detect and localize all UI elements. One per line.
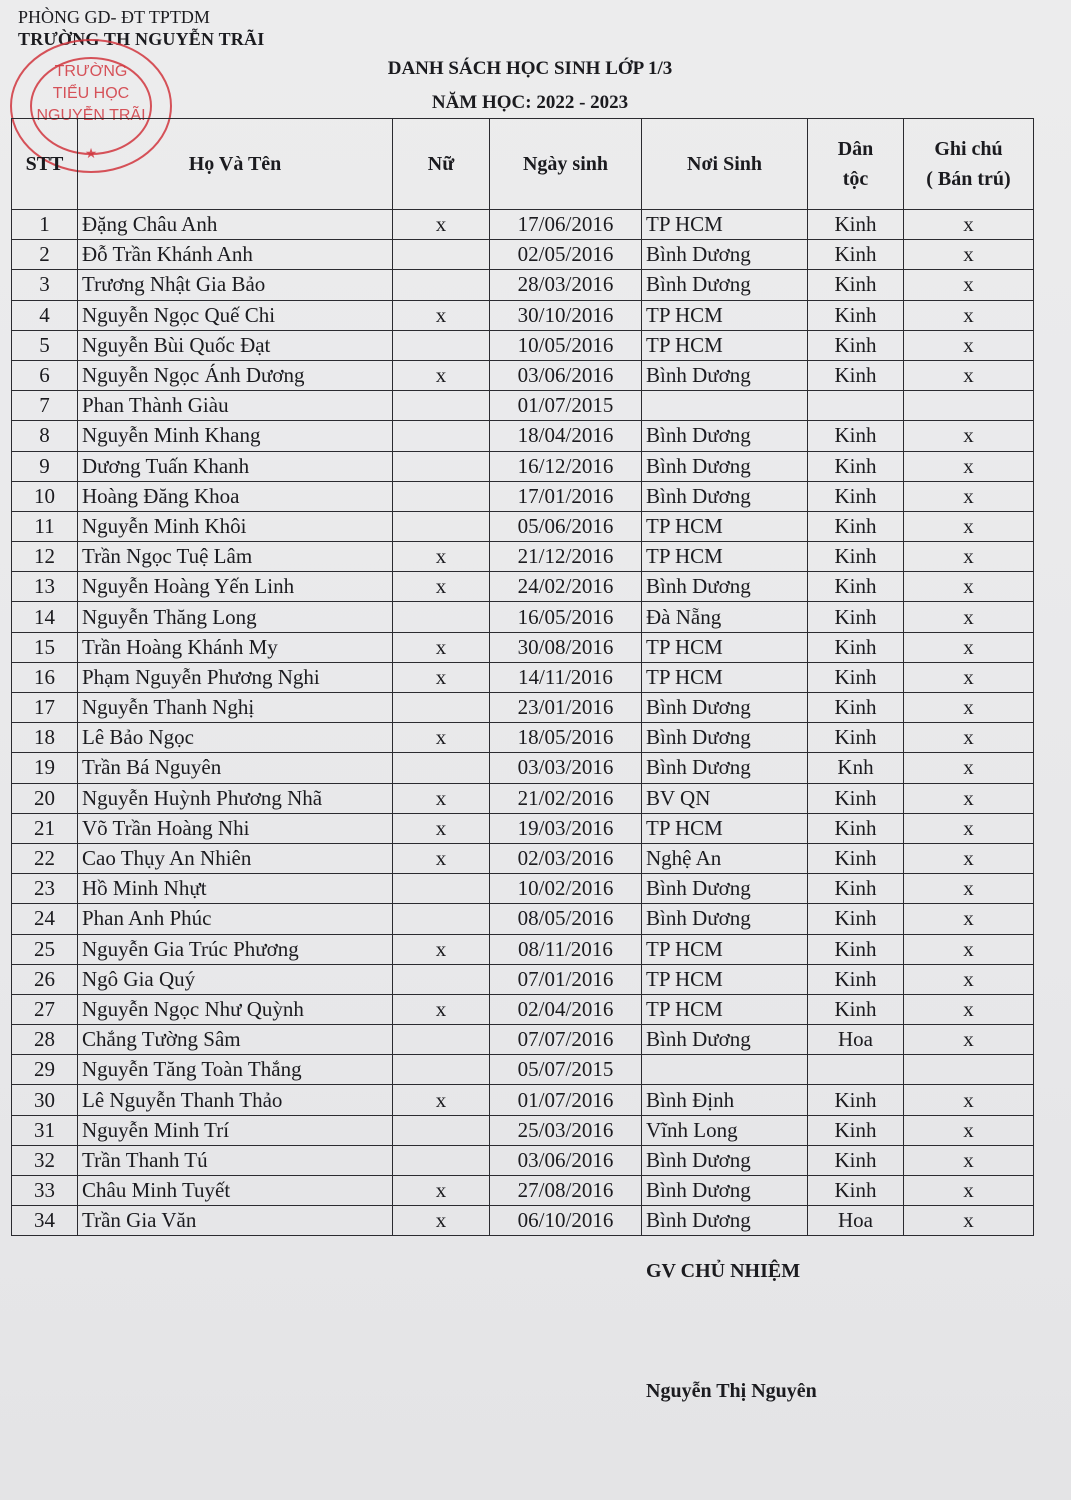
cell-dob: 01/07/2016: [490, 1085, 642, 1115]
col-header-name: Họ Và Tên: [78, 119, 393, 210]
cell-dob: 07/01/2016: [490, 964, 642, 994]
svg-text:★: ★: [84, 145, 98, 161]
cell-dob: 08/05/2016: [490, 904, 642, 934]
cell-stt: 17: [12, 693, 78, 723]
cell-name: Hồ Minh Nhựt: [78, 874, 393, 904]
cell-note: x: [904, 723, 1034, 753]
cell-stt: 25: [12, 934, 78, 964]
cell-ethnicity: Kinh: [808, 783, 904, 813]
cell-female: [393, 330, 490, 360]
cell-note: x: [904, 360, 1034, 390]
cell-name: Nguyễn Minh Khang: [78, 421, 393, 451]
table-row: [12, 210, 1034, 240]
cell-dob: 18/04/2016: [490, 421, 642, 451]
cell-note: x: [904, 1115, 1034, 1145]
cell-name: Nguyễn Tăng Toàn Thắng: [78, 1055, 393, 1085]
cell-note: x: [904, 300, 1034, 330]
cell-female: x: [393, 723, 490, 753]
table-row: [12, 964, 1034, 994]
cell-note: x: [904, 783, 1034, 813]
cell-birthplace: Nghệ An: [642, 843, 808, 873]
cell-stt: 13: [12, 572, 78, 602]
cell-ethnicity: Kinh: [808, 330, 904, 360]
cell-female: x: [393, 1206, 490, 1236]
cell-birthplace: Bình Dương: [642, 874, 808, 904]
cell-stt: 6: [12, 360, 78, 390]
table-row: [12, 904, 1034, 934]
cell-female: [393, 904, 490, 934]
cell-ethnicity: Kinh: [808, 451, 904, 481]
cell-name: Trương Nhật Gia Bảo: [78, 270, 393, 300]
cell-dob: 16/12/2016: [490, 451, 642, 481]
cell-ethnicity: Kinh: [808, 421, 904, 451]
cell-note: x: [904, 1025, 1034, 1055]
cell-dob: 01/07/2015: [490, 391, 642, 421]
cell-dob: 02/05/2016: [490, 240, 642, 270]
cell-stt: 5: [12, 330, 78, 360]
cell-name: Nguyễn Ngọc Quế Chi: [78, 300, 393, 330]
cell-note: x: [904, 813, 1034, 843]
cell-stt: 28: [12, 1025, 78, 1055]
school-year: NĂM HỌC: 2022 - 2023: [431, 92, 629, 113]
cell-female: x: [393, 813, 490, 843]
cell-stt: 9: [12, 451, 78, 481]
col-header-dob: Ngày sinh: [490, 119, 642, 210]
table-row: [12, 1115, 1034, 1145]
cell-female: [393, 964, 490, 994]
cell-ethnicity: Kinh: [808, 994, 904, 1024]
cell-note: x: [904, 511, 1034, 541]
table-row: [12, 1025, 1034, 1055]
cell-name: Nguyễn Bùi Quốc Đạt: [78, 330, 393, 360]
cell-ethnicity: Kinh: [808, 904, 904, 934]
cell-stt: 32: [12, 1145, 78, 1175]
cell-name: Nguyễn Thanh Nghị: [78, 693, 393, 723]
cell-birthplace: BV QN: [642, 783, 808, 813]
cell-birthplace: Bình Dương: [642, 723, 808, 753]
cell-stt: 33: [12, 1176, 78, 1206]
cell-name: Chắng Tường Sâm: [78, 1025, 393, 1055]
cell-ethnicity: Kinh: [808, 360, 904, 390]
cell-ethnicity: Kinh: [808, 1085, 904, 1115]
table-row: [12, 542, 1034, 572]
cell-dob: 08/11/2016: [490, 934, 642, 964]
cell-note: x: [904, 451, 1034, 481]
cell-ethnicity: [808, 1055, 904, 1085]
table-row: [12, 693, 1034, 723]
cell-ethnicity: Kinh: [808, 300, 904, 330]
cell-name: Nguyễn Ngọc Như Quỳnh: [78, 994, 393, 1024]
cell-stt: 29: [12, 1055, 78, 1085]
school-name: TRƯỜNG TH NGUYỄN TRÃI: [18, 29, 265, 49]
cell-female: x: [393, 360, 490, 390]
cell-stt: 20: [12, 783, 78, 813]
cell-ethnicity: Kinh: [808, 210, 904, 240]
cell-name: Lê Bảo Ngọc: [78, 723, 393, 753]
cell-female: [393, 874, 490, 904]
cell-birthplace: TP HCM: [642, 964, 808, 994]
table-row: [12, 451, 1034, 481]
cell-name: Nguyễn Thăng Long: [78, 602, 393, 632]
cell-stt: 22: [12, 843, 78, 873]
cell-stt: 12: [12, 542, 78, 572]
cell-dob: 03/06/2016: [490, 360, 642, 390]
table-row: [12, 330, 1034, 360]
cell-stt: 34: [12, 1206, 78, 1236]
cell-name: Nguyễn Hoàng Yến Linh: [78, 572, 393, 602]
table-row: [12, 1145, 1034, 1175]
cell-ethnicity: Kinh: [808, 1176, 904, 1206]
cell-name: Trần Bá Nguyên: [78, 753, 393, 783]
cell-name: Cao Thụy An Nhiên: [78, 843, 393, 873]
cell-dob: 17/06/2016: [490, 210, 642, 240]
cell-ethnicity: Kinh: [808, 813, 904, 843]
student-roster-table: [11, 118, 1034, 1236]
cell-birthplace: Bình Dương: [642, 1176, 808, 1206]
table-row: [12, 1085, 1034, 1115]
cell-birthplace: [642, 391, 808, 421]
cell-stt: 19: [12, 753, 78, 783]
cell-female: [393, 451, 490, 481]
cell-female: x: [393, 1085, 490, 1115]
cell-note: x: [904, 632, 1034, 662]
cell-note: x: [904, 421, 1034, 451]
cell-note: x: [904, 843, 1034, 873]
cell-dob: 27/08/2016: [490, 1176, 642, 1206]
cell-dob: 28/03/2016: [490, 270, 642, 300]
cell-stt: 2: [12, 240, 78, 270]
table-row: [12, 240, 1034, 270]
cell-name: Phan Thành Giàu: [78, 391, 393, 421]
cell-ethnicity: Kinh: [808, 934, 904, 964]
cell-female: [393, 1115, 490, 1145]
cell-female: x: [393, 783, 490, 813]
table-row: [12, 270, 1034, 300]
cell-female: x: [393, 300, 490, 330]
document-title: DANH SÁCH HỌC SINH LỚP 1/3: [387, 58, 673, 79]
cell-female: [393, 511, 490, 541]
cell-name: Ngô Gia Quý: [78, 964, 393, 994]
cell-name: Nguyễn Minh Trí: [78, 1115, 393, 1145]
table-row: [12, 662, 1034, 692]
cell-note: x: [904, 270, 1034, 300]
signature-name: Nguyễn Thị Nguyên: [646, 1380, 817, 1402]
cell-name: Nguyễn Ngọc Ánh Dương: [78, 360, 393, 390]
cell-female: [393, 1025, 490, 1055]
cell-name: Trần Hoàng Khánh My: [78, 632, 393, 662]
department-name: PHÒNG GD- ĐT TPTDM: [18, 7, 210, 27]
cell-ethnicity: Hoa: [808, 1206, 904, 1236]
cell-name: Nguyễn Huỳnh Phương Nhã: [78, 783, 393, 813]
cell-dob: 21/02/2016: [490, 783, 642, 813]
cell-stt: 8: [12, 421, 78, 451]
cell-dob: 21/12/2016: [490, 542, 642, 572]
cell-dob: 05/06/2016: [490, 511, 642, 541]
table-row: [12, 602, 1034, 632]
table-row: [12, 1055, 1034, 1085]
cell-ethnicity: Knh: [808, 753, 904, 783]
cell-ethnicity: Kinh: [808, 1115, 904, 1145]
table-row: [12, 723, 1034, 753]
cell-birthplace: TP HCM: [642, 662, 808, 692]
cell-female: [393, 602, 490, 632]
cell-birthplace: Bình Dương: [642, 1025, 808, 1055]
cell-female: [393, 1055, 490, 1085]
cell-birthplace: TP HCM: [642, 994, 808, 1024]
cell-note: x: [904, 874, 1034, 904]
cell-female: x: [393, 632, 490, 662]
cell-female: [393, 693, 490, 723]
cell-female: [393, 753, 490, 783]
cell-note: x: [904, 481, 1034, 511]
cell-female: x: [393, 934, 490, 964]
cell-note: x: [904, 602, 1034, 632]
cell-dob: 17/01/2016: [490, 481, 642, 511]
cell-dob: 02/04/2016: [490, 994, 642, 1024]
col-header-stt: STT: [12, 119, 78, 210]
cell-name: Phan Anh Phúc: [78, 904, 393, 934]
cell-name: Hoàng Đăng Khoa: [78, 481, 393, 511]
cell-birthplace: Bình Dương: [642, 572, 808, 602]
cell-female: x: [393, 542, 490, 572]
cell-female: x: [393, 662, 490, 692]
cell-birthplace: Bình Dương: [642, 451, 808, 481]
table-header-row: [12, 119, 1034, 210]
cell-birthplace: Bình Dương: [642, 421, 808, 451]
cell-dob: 18/05/2016: [490, 723, 642, 753]
cell-birthplace: TP HCM: [642, 934, 808, 964]
table-row: [12, 1206, 1034, 1236]
cell-ethnicity: Kinh: [808, 511, 904, 541]
table-row: [12, 421, 1034, 451]
cell-female: [393, 270, 490, 300]
cell-note: x: [904, 210, 1034, 240]
cell-stt: 30: [12, 1085, 78, 1115]
cell-note: x: [904, 1206, 1034, 1236]
cell-name: Trần Gia Văn: [78, 1206, 393, 1236]
cell-birthplace: [642, 1055, 808, 1085]
cell-name: Võ Trần Hoàng Nhi: [78, 813, 393, 843]
cell-note: [904, 391, 1034, 421]
cell-birthplace: TP HCM: [642, 210, 808, 240]
cell-dob: 25/03/2016: [490, 1115, 642, 1145]
table-row: [12, 874, 1034, 904]
cell-female: [393, 421, 490, 451]
cell-stt: 26: [12, 964, 78, 994]
cell-stt: 7: [12, 391, 78, 421]
table-row: [12, 632, 1034, 662]
cell-dob: 24/02/2016: [490, 572, 642, 602]
cell-note: x: [904, 693, 1034, 723]
cell-name: Nguyễn Gia Trúc Phương: [78, 934, 393, 964]
cell-note: x: [904, 542, 1034, 572]
cell-birthplace: Vĩnh Long: [642, 1115, 808, 1145]
cell-note: x: [904, 662, 1034, 692]
cell-dob: 07/07/2016: [490, 1025, 642, 1055]
cell-dob: 30/08/2016: [490, 632, 642, 662]
cell-stt: 4: [12, 300, 78, 330]
cell-birthplace: TP HCM: [642, 300, 808, 330]
table-row: [12, 300, 1034, 330]
cell-ethnicity: Kinh: [808, 632, 904, 662]
cell-dob: 05/07/2015: [490, 1055, 642, 1085]
cell-note: x: [904, 934, 1034, 964]
col-header-note: Ghi chú ( Bán trú): [904, 119, 1034, 210]
cell-birthplace: Bình Dương: [642, 904, 808, 934]
cell-ethnicity: [808, 391, 904, 421]
table-body: [12, 210, 1034, 1236]
cell-ethnicity: Kinh: [808, 964, 904, 994]
cell-stt: 18: [12, 723, 78, 753]
cell-birthplace: Đà Nẵng: [642, 602, 808, 632]
cell-stt: 27: [12, 994, 78, 1024]
cell-ethnicity: Kinh: [808, 572, 904, 602]
cell-note: x: [904, 904, 1034, 934]
cell-ethnicity: Kinh: [808, 270, 904, 300]
cell-female: x: [393, 210, 490, 240]
cell-note: x: [904, 1176, 1034, 1206]
cell-dob: 03/06/2016: [490, 1145, 642, 1175]
cell-dob: 10/05/2016: [490, 330, 642, 360]
cell-name: Trần Ngọc Tuệ Lâm: [78, 542, 393, 572]
cell-female: x: [393, 572, 490, 602]
cell-note: x: [904, 330, 1034, 360]
cell-name: Trần Thanh Tú: [78, 1145, 393, 1175]
table-row: [12, 994, 1034, 1024]
cell-birthplace: Bình Định: [642, 1085, 808, 1115]
cell-name: Đỗ Trần Khánh Anh: [78, 240, 393, 270]
cell-name: Đặng Châu Anh: [78, 210, 393, 240]
cell-female: x: [393, 1176, 490, 1206]
cell-ethnicity: Kinh: [808, 874, 904, 904]
table-row: [12, 843, 1034, 873]
cell-ethnicity: Kinh: [808, 481, 904, 511]
cell-birthplace: TP HCM: [642, 511, 808, 541]
cell-dob: 23/01/2016: [490, 693, 642, 723]
table-row: [12, 753, 1034, 783]
table-row: [12, 1176, 1034, 1206]
cell-birthplace: Bình Dương: [642, 240, 808, 270]
cell-birthplace: Bình Dương: [642, 693, 808, 723]
cell-note: x: [904, 753, 1034, 783]
cell-birthplace: TP HCM: [642, 632, 808, 662]
signature-role: GV CHỦ NHIỆM: [646, 1260, 801, 1282]
cell-note: x: [904, 994, 1034, 1024]
cell-stt: 23: [12, 874, 78, 904]
cell-birthplace: Bình Dương: [642, 270, 808, 300]
cell-name: Phạm Nguyễn Phương Nghi: [78, 662, 393, 692]
cell-ethnicity: Kinh: [808, 1145, 904, 1175]
col-header-female: Nữ: [393, 119, 490, 210]
table-row: [12, 511, 1034, 541]
cell-female: [393, 240, 490, 270]
col-header-ethnicity: Dân tộc: [808, 119, 904, 210]
table-row: [12, 572, 1034, 602]
cell-stt: 1: [12, 210, 78, 240]
cell-dob: 19/03/2016: [490, 813, 642, 843]
cell-stt: 11: [12, 511, 78, 541]
cell-note: x: [904, 572, 1034, 602]
cell-stt: 31: [12, 1115, 78, 1145]
cell-birthplace: Bình Dương: [642, 753, 808, 783]
cell-stt: 15: [12, 632, 78, 662]
cell-female: x: [393, 994, 490, 1024]
cell-female: [393, 481, 490, 511]
cell-ethnicity: Kinh: [808, 723, 904, 753]
cell-birthplace: TP HCM: [642, 330, 808, 360]
cell-dob: 30/10/2016: [490, 300, 642, 330]
table-row: [12, 391, 1034, 421]
cell-name: Dương Tuấn Khanh: [78, 451, 393, 481]
cell-ethnicity: Kinh: [808, 843, 904, 873]
cell-ethnicity: Hoa: [808, 1025, 904, 1055]
cell-dob: 10/02/2016: [490, 874, 642, 904]
cell-note: x: [904, 1085, 1034, 1115]
cell-birthplace: Bình Dương: [642, 481, 808, 511]
cell-dob: 14/11/2016: [490, 662, 642, 692]
cell-female: [393, 1145, 490, 1175]
cell-birthplace: Bình Dương: [642, 1206, 808, 1236]
table-row: [12, 783, 1034, 813]
cell-name: Lê Nguyễn Thanh Thảo: [78, 1085, 393, 1115]
stamp-line-3: NGUYỄN TRÃI: [36, 107, 146, 124]
cell-stt: 24: [12, 904, 78, 934]
cell-birthplace: TP HCM: [642, 813, 808, 843]
table-row: [12, 360, 1034, 390]
cell-stt: 16: [12, 662, 78, 692]
cell-name: Châu Minh Tuyết: [78, 1176, 393, 1206]
cell-note: x: [904, 240, 1034, 270]
cell-stt: 21: [12, 813, 78, 843]
table-row: [12, 481, 1034, 511]
cell-dob: 02/03/2016: [490, 843, 642, 873]
cell-note: x: [904, 1145, 1034, 1175]
cell-note: [904, 1055, 1034, 1085]
cell-stt: 10: [12, 481, 78, 511]
cell-stt: 3: [12, 270, 78, 300]
cell-ethnicity: Kinh: [808, 602, 904, 632]
cell-dob: 16/05/2016: [490, 602, 642, 632]
cell-birthplace: Bình Dương: [642, 360, 808, 390]
cell-dob: 06/10/2016: [490, 1206, 642, 1236]
cell-birthplace: TP HCM: [642, 542, 808, 572]
stamp-line-1: TRƯỜNG: [54, 63, 128, 80]
table-row: [12, 813, 1034, 843]
cell-dob: 03/03/2016: [490, 753, 642, 783]
stamp-line-2: TIỂU HỌC: [52, 85, 130, 102]
cell-female: [393, 391, 490, 421]
cell-note: x: [904, 964, 1034, 994]
col-header-birthplace: Nơi Sinh: [642, 119, 808, 210]
cell-female: x: [393, 843, 490, 873]
cell-name: Nguyễn Minh Khôi: [78, 511, 393, 541]
cell-ethnicity: Kinh: [808, 662, 904, 692]
cell-ethnicity: Kinh: [808, 693, 904, 723]
table-row: [12, 934, 1034, 964]
cell-stt: 14: [12, 602, 78, 632]
cell-birthplace: Bình Dương: [642, 1145, 808, 1175]
cell-ethnicity: Kinh: [808, 542, 904, 572]
cell-ethnicity: Kinh: [808, 240, 904, 270]
